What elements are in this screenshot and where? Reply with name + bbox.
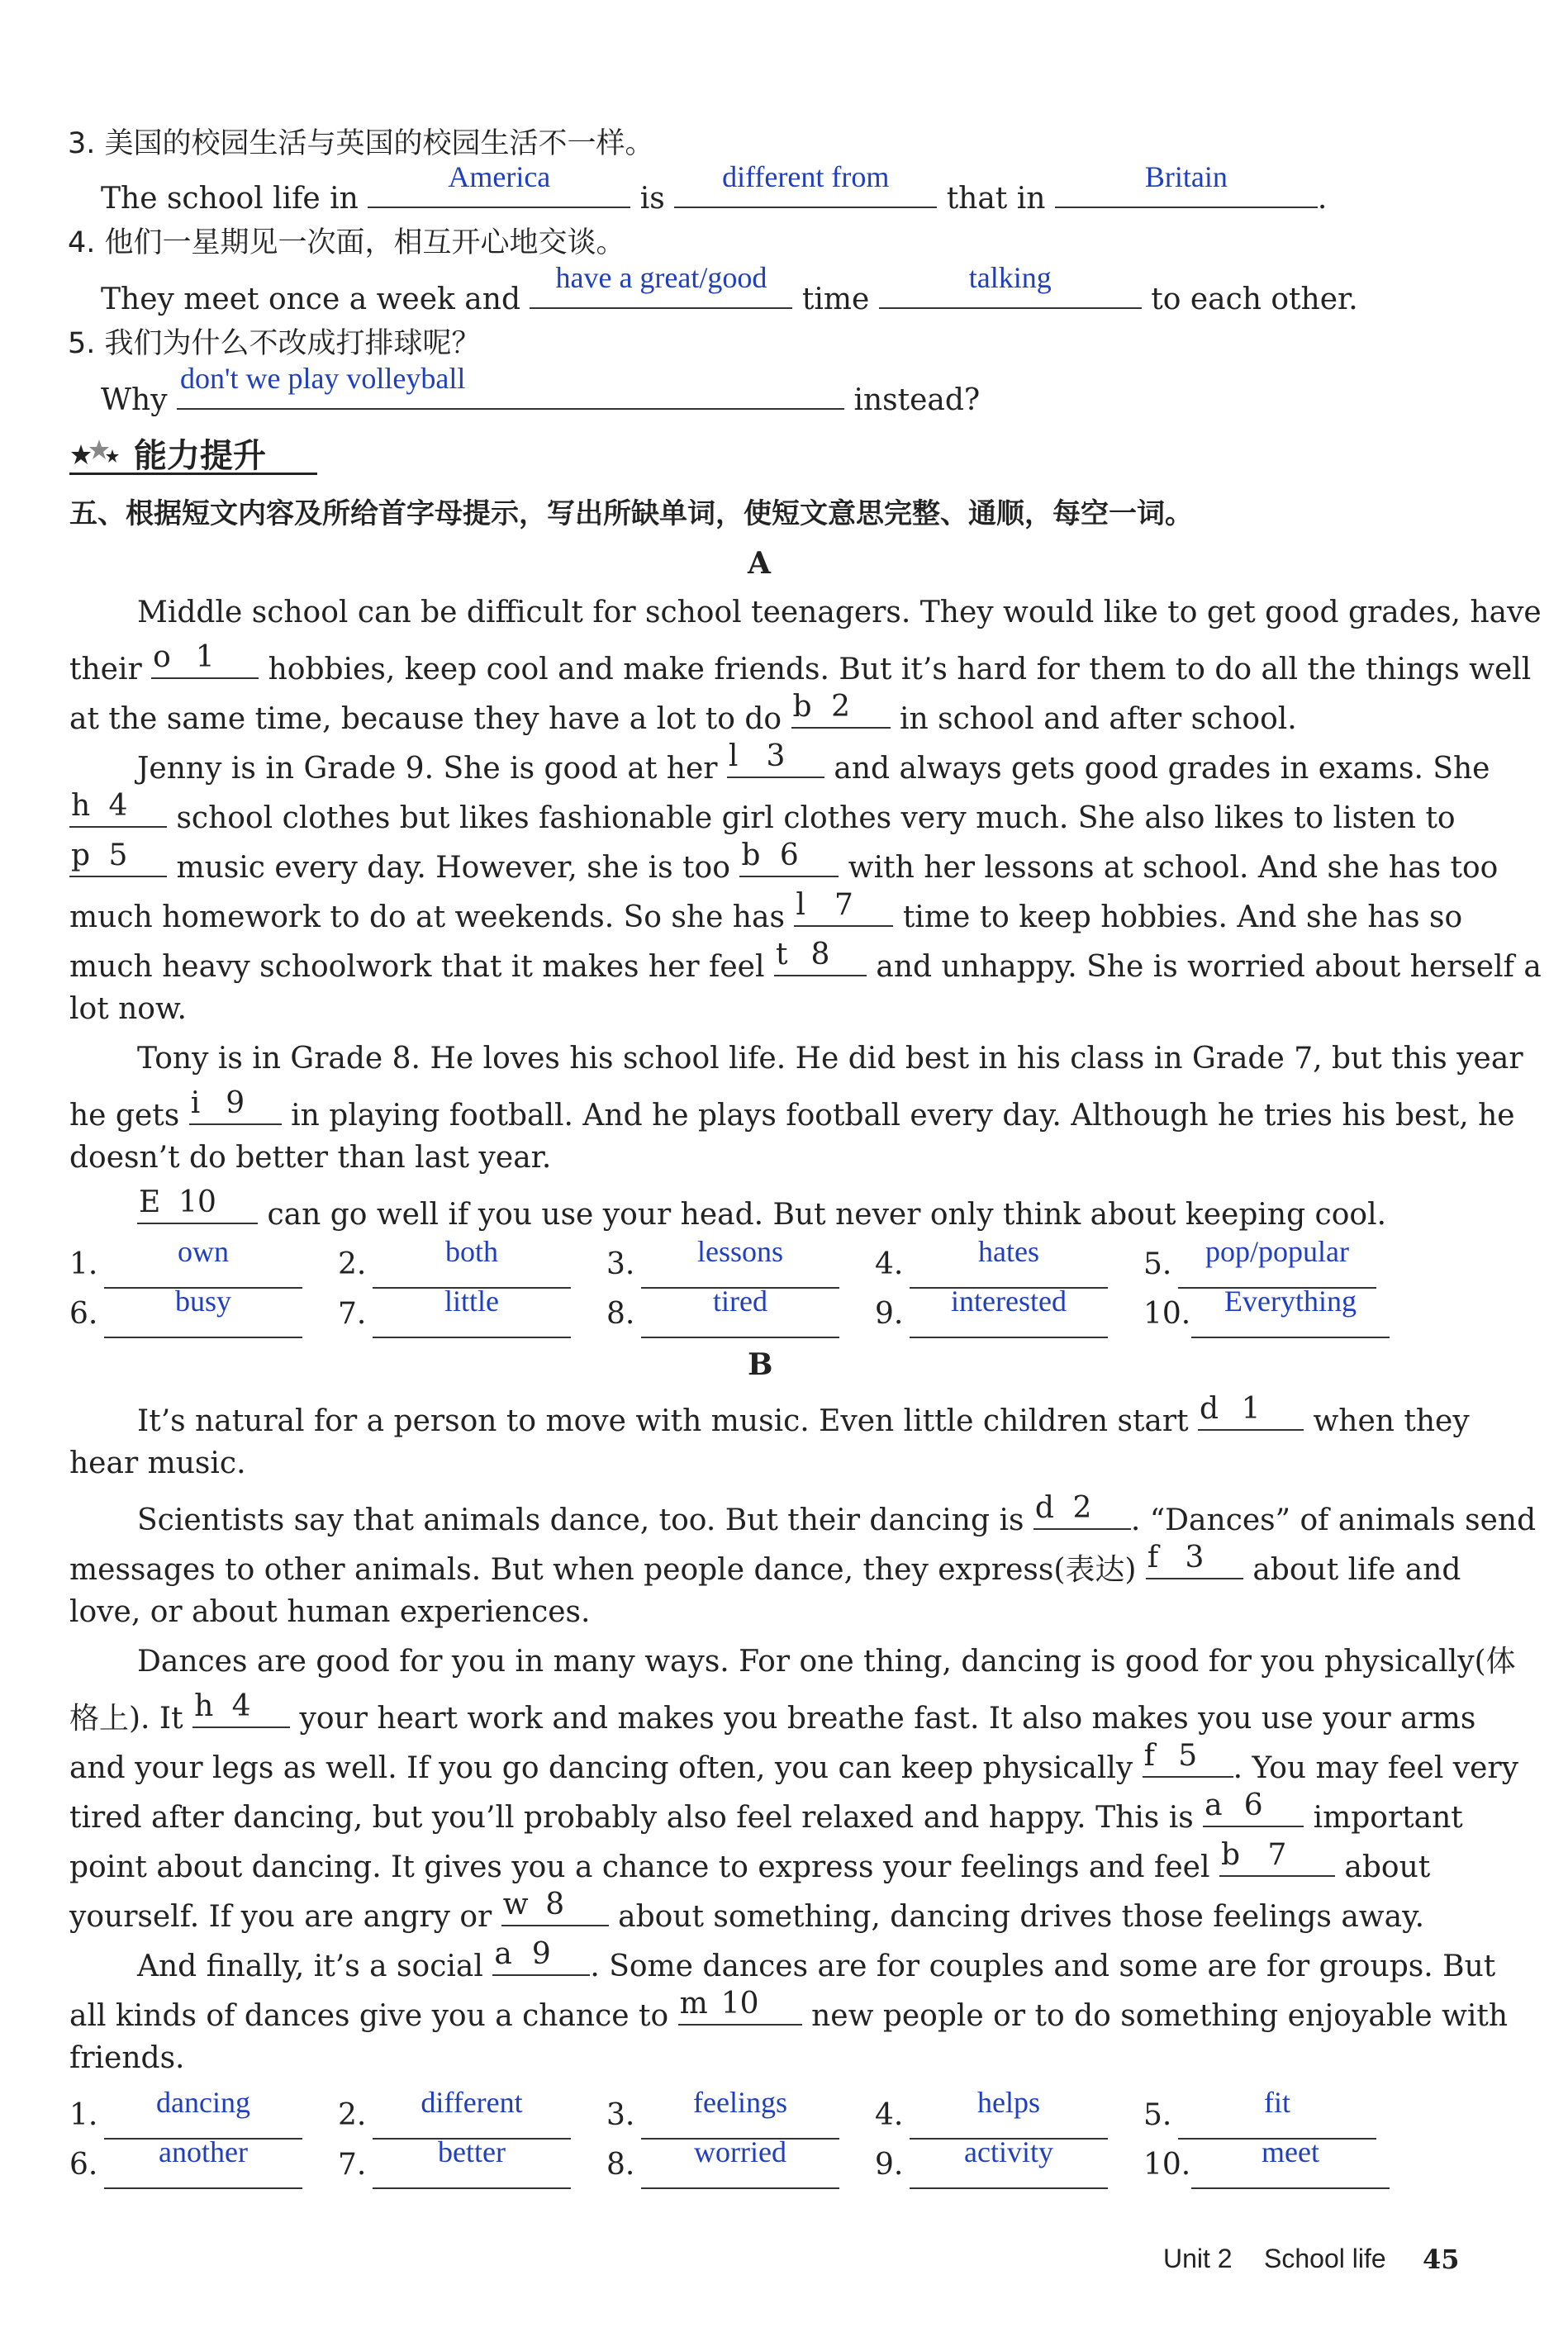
passage-a-blank-10: E 10: [137, 1190, 258, 1224]
answer-index: 1.: [69, 1247, 98, 1281]
passage-a-blank-7: l 7: [794, 892, 893, 927]
q3-blank-1: America: [368, 173, 630, 208]
q4-english: They meet once a week and have a great/good time talking to each other.: [101, 261, 1358, 316]
q5-chinese: 5. 我们为什么不改成打排球呢？: [68, 327, 481, 360]
answer-index: 2.: [338, 2098, 367, 2132]
passage-a-line: much heavy schoolwork that it makes her feel t 8 and unhappy. She is worried about herself a: [69, 938, 1542, 984]
q4-chinese: 4. 他们一星期见一次面，相互开心地交谈。: [68, 226, 625, 259]
passage-a-line: their o 1 hobbies, keep cool and make friends. But it’s hard for them to do all the things well: [69, 640, 1532, 686]
answer-value: tired: [713, 1285, 767, 1318]
passage-a-line: Jenny is in Grade 9. She is good at her l 3 and always gets good grades in exams. She: [137, 739, 1490, 786]
passage-b-label: B: [748, 1347, 773, 1382]
passage-a-label: A: [748, 546, 771, 581]
passage-b-line: love, or about human experiences.: [69, 1595, 591, 1629]
answer-index: 8.: [606, 1297, 635, 1331]
passage-a-blank-9: i 9: [189, 1090, 282, 1125]
answer-value: feelings: [693, 2086, 787, 2119]
answer-value: worried: [694, 2135, 786, 2168]
passage-a-line: doesn’t do better than last year.: [69, 1141, 552, 1175]
q3-english: The school life in America is different from that in Britain .: [101, 160, 1328, 216]
answer-index: 7.: [338, 2148, 367, 2182]
answer-underline: [641, 1337, 839, 1338]
passage-b-blank-7: b 7: [1219, 1842, 1335, 1877]
passage-a-line: h 4 school clothes but likes fashionable girl clothes very much. She also likes to listen to: [71, 789, 1456, 835]
answer-index: 6.: [69, 1297, 98, 1331]
answer-value: interested: [951, 1285, 1067, 1318]
passage-a-blank-1: o 1: [151, 644, 259, 679]
answer-index: 4.: [875, 1247, 904, 1281]
answer-value: own: [178, 1235, 229, 1268]
answer-underline: [910, 1337, 1108, 1338]
passage-a-answers-row-1: [69, 1235, 1391, 1289]
footer-topic: School life: [1264, 2244, 1386, 2273]
passage-b-blank-3: f 3: [1146, 1545, 1243, 1579]
answer-underline: [373, 1337, 571, 1338]
passage-b-line: And finally, it’s a social a 9 . Some dances are for couples and some are for groups. But: [137, 1937, 1496, 1983]
answer-index: 8.: [606, 2148, 635, 2182]
answer-value: activity: [964, 2135, 1053, 2168]
answer-index: 2.: [338, 1247, 367, 1281]
answer-value: fit: [1264, 2086, 1290, 2119]
answer-value: better: [438, 2135, 506, 2168]
answer-value: pop/popular: [1205, 1235, 1349, 1268]
answer-underline: [1191, 1337, 1390, 1338]
passage-b-blank-5: f 5: [1143, 1743, 1233, 1778]
q5-english: Why don't we play volleyball instead?: [101, 362, 981, 417]
passage-b-answers-row-1: [69, 2086, 1391, 2140]
answer-value: dancing: [156, 2086, 250, 2119]
answer-value: busy: [174, 1285, 231, 1318]
passage-a-line: Tony is in Grade 8. He loves his school life. He did best in his class in Grade 7, but this year: [137, 1042, 1523, 1076]
q5-blank-1: don't we play volleyball: [177, 375, 844, 410]
passage-b-blank-6: a 6: [1203, 1793, 1304, 1827]
section-title: 能力提升: [134, 437, 266, 475]
passage-b-blank-8: w 8: [501, 1892, 609, 1926]
answer-underline: [373, 2187, 571, 2189]
q4-blank-1: have a great/good: [530, 274, 792, 309]
passage-b-answers-row-2: [69, 2135, 1391, 2189]
passage-a-blank-6: b 6: [739, 843, 839, 877]
passage-b-blank-10: m 10: [678, 1991, 802, 2026]
answer-index: 3.: [606, 2098, 635, 2132]
answer-underline: [104, 2187, 302, 2189]
passage-b-line: Dances are good for you in many ways. For one thing, dancing is good for you physically(体: [137, 1645, 1516, 1679]
section-instruction: 五、根据短文内容及所给首字母提示，写出所缺单词，使短文意思完整、通顺，每空一词。: [69, 497, 1193, 530]
answer-underline: [104, 1337, 302, 1338]
passage-b-line: tired after dancing, but you’ll probably also feel relaxed and happy. This is a 6 important: [69, 1788, 1463, 1835]
q3-chinese: 3. 美国的校园生活与英国的校园生活不一样。: [68, 127, 654, 160]
passage-a-line: much homework to do at weekends. So she has l 7 time to keep hobbies. And she has so: [69, 888, 1463, 934]
passage-a-answers-row-2: [69, 1285, 1391, 1338]
answer-underline: [910, 2187, 1108, 2189]
answer-index: 5.: [1143, 1247, 1172, 1281]
answer-index: 10.: [1143, 1297, 1191, 1331]
passage-b-line: point about dancing. It gives you a chance to express your feelings and feel b 7 about: [69, 1838, 1431, 1884]
answer-index: 1.: [69, 2098, 98, 2132]
answer-value: helps: [977, 2086, 1040, 2119]
passage-a-line: he gets i 9 in playing football. And he plays football every day. Although he tries his best, he: [69, 1086, 1515, 1133]
answer-index: 4.: [875, 2098, 904, 2132]
passage-b-blank-9: a 9: [492, 1941, 590, 1976]
passage-b-line: and your legs as well. If you go dancing often, you can keep physically f 5 . You may feel very: [69, 1739, 1518, 1785]
passage-a-blank-3: l 3: [727, 743, 824, 778]
answer-index: 9.: [875, 1297, 904, 1331]
passage-b-line: friends.: [69, 2041, 185, 2075]
answer-underline: [1191, 2187, 1390, 2189]
passage-b-line: 格上). It h 4 your heart work and makes you breathe fast. It also makes you use your arms: [69, 1689, 1476, 1736]
passage-a-line: E 10 can go well if you use your head. But never only think about keeping cool.: [139, 1185, 1387, 1232]
passage-b-blank-2: d 2: [1033, 1495, 1131, 1530]
answer-value: hates: [978, 1235, 1039, 1268]
answer-index: 9.: [875, 2148, 904, 2182]
answer-index: 3.: [606, 1247, 635, 1281]
passage-b-line: It’s natural for a person to move with music. Even little children start d 1 when they: [137, 1392, 1470, 1438]
passage-a-line: at the same time, because they have a lot to do b 2 in school and after school.: [69, 690, 1297, 736]
passage-b-line: yourself. If you are angry or w 8 about something, dancing drives those feelings away.: [69, 1888, 1425, 1934]
page-number: 45: [1423, 2244, 1460, 2275]
passage-a-blank-8: t 8: [774, 942, 867, 976]
answer-value: Everything: [1224, 1285, 1357, 1318]
passage-b-line: Scientists say that animals dance, too. But their dancing is d 2 . “Dances” of animals send: [137, 1491, 1537, 1537]
passage-b-blank-1: d 1: [1198, 1396, 1304, 1431]
answer-value: meet: [1262, 2135, 1319, 2168]
passage-a-line: p 5 music every day. However, she is too b 6 with her lessons at school. And she has too: [71, 838, 1499, 885]
answer-value: different: [421, 2086, 523, 2119]
answer-index: 5.: [1143, 2098, 1172, 2132]
answer-value: both: [444, 1235, 498, 1268]
answer-index: 6.: [69, 2148, 98, 2182]
answer-index: 7.: [338, 1297, 367, 1331]
passage-b-line: all kinds of dances give you a chance to m 10 new people or to do something enjoyable with: [69, 1987, 1509, 2033]
passage-a-blank-4: h 4: [69, 793, 167, 828]
passage-a-blank-5: p 5: [69, 843, 167, 877]
q3-blank-2: different from: [674, 173, 937, 208]
answer-value: lessons: [696, 1235, 783, 1268]
answer-index: 10.: [1143, 2148, 1191, 2182]
answer-value: little: [444, 1285, 499, 1318]
q4-blank-2: talking: [879, 274, 1142, 309]
q3-blank-3: Britain: [1055, 173, 1318, 208]
passage-a-line: lot now.: [69, 992, 187, 1026]
passage-a-line: Middle school can be difficult for school teenagers. They would like to get good grades, have: [137, 596, 1542, 629]
passage-b-line: messages to other animals. But when people dance, they express(表达) f 3 about life and: [69, 1541, 1461, 1587]
passage-a-blank-2: b 2: [791, 694, 891, 729]
answer-underline: [641, 2187, 839, 2189]
section-underline: [69, 473, 317, 475]
passage-b-line: hear music.: [69, 1446, 246, 1480]
passage-b-blank-4: h 4: [192, 1693, 290, 1728]
footer-unit: Unit 2: [1163, 2244, 1233, 2273]
stars-icon: [69, 435, 127, 476]
answer-value: another: [159, 2135, 248, 2168]
